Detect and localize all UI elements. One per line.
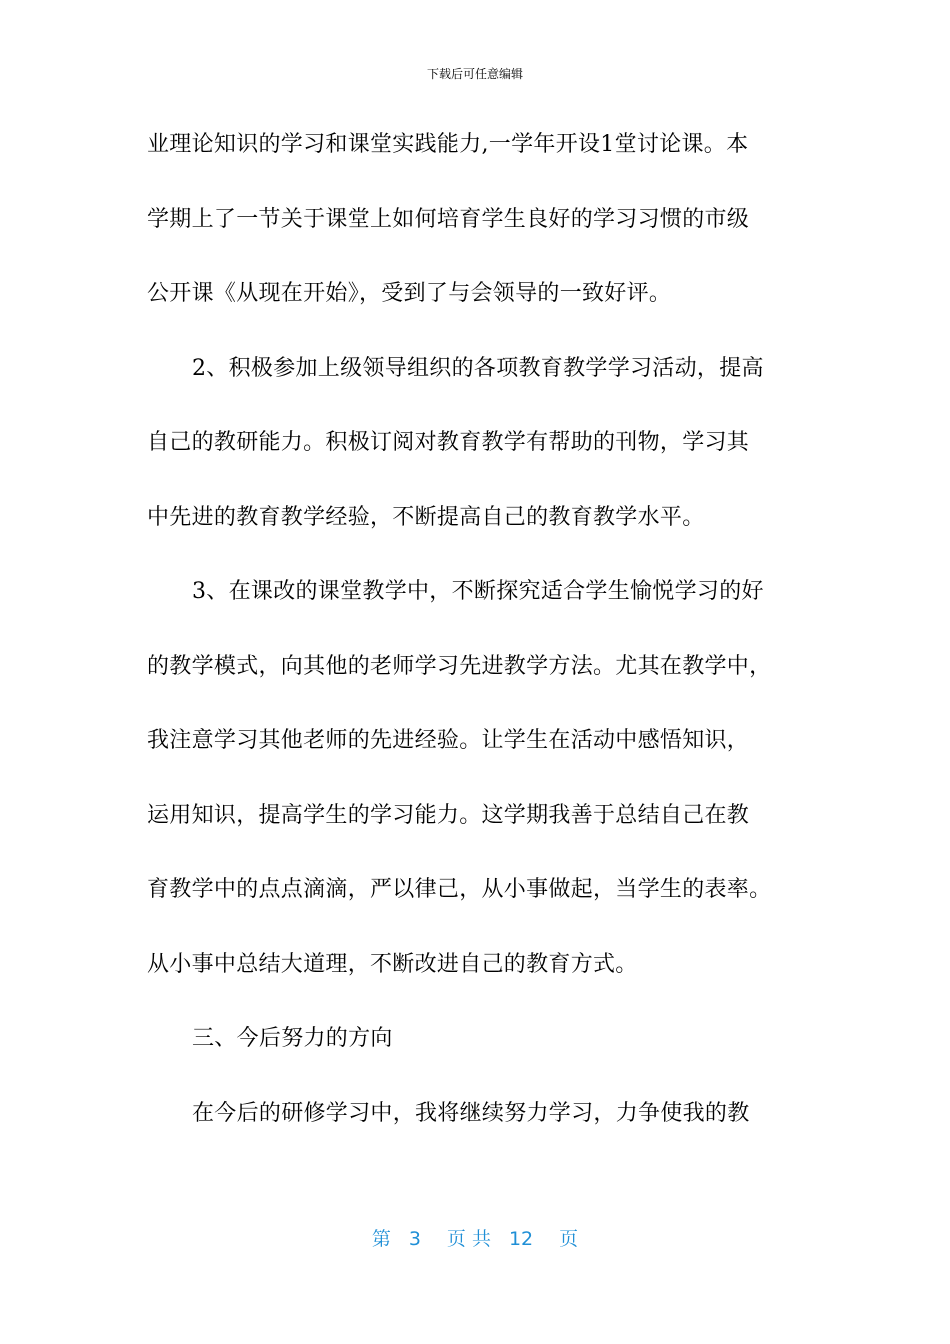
- text-line: 自己的教研能力。积极订阅对教育教学有帮助的刊物，学习其: [147, 430, 750, 455]
- text-line: 从小事中总结大道理，不断改进自己的教育方式。: [147, 951, 638, 977]
- footer-current-page: 3: [408, 1228, 421, 1250]
- text-line: 学期上了一节关于课堂上如何培育学生良好的学习习惯的市级: [147, 206, 750, 232]
- text-line: 我注意学习其他老师的先进经验。让学生在活动中感悟知识，: [147, 728, 750, 753]
- text-line: 的教学模式，向其他的老师学习先进教学方法。尤其在教学中，: [147, 653, 772, 679]
- document-body: [147, 127, 827, 1170]
- text-line: 2、积极参加上级领导组织的各项教育教学学习活动，提高: [192, 355, 764, 381]
- text-line: 运用知识，提高学生的学习能力。这学期我善于总结自己在教: [147, 802, 750, 828]
- section-heading: 三、今后努力的方向: [192, 1026, 393, 1051]
- text-line: 业理论知识的学习和课堂实践能力,一学年开设1堂讨论课。本: [147, 132, 749, 157]
- footer-total-pages: 12: [508, 1228, 534, 1250]
- text-line: 在今后的研修学习中，我将继续努力学习，力争使我的教: [192, 1100, 750, 1126]
- page-footer: [0, 1226, 950, 1252]
- page-header: 下载后可任意编辑: [426, 67, 523, 81]
- text-line: 3、在课改的课堂教学中，不断探究适合学生愉悦学习的好: [192, 579, 764, 604]
- text-line: 公开课《从现在开始》，受到了与会领导的一致好评。: [147, 281, 672, 306]
- footer-label-page: 第: [371, 1228, 391, 1250]
- footer-label-end: 页: [559, 1228, 579, 1250]
- text-line: 中先进的教育教学经验，不断提高自己的教育教学水平。: [147, 504, 705, 530]
- footer-label-total: 页 共: [446, 1228, 491, 1250]
- text-line: 育教学中的点点滴滴，严以律己，从小事做起，当学生的表率。: [147, 877, 772, 902]
